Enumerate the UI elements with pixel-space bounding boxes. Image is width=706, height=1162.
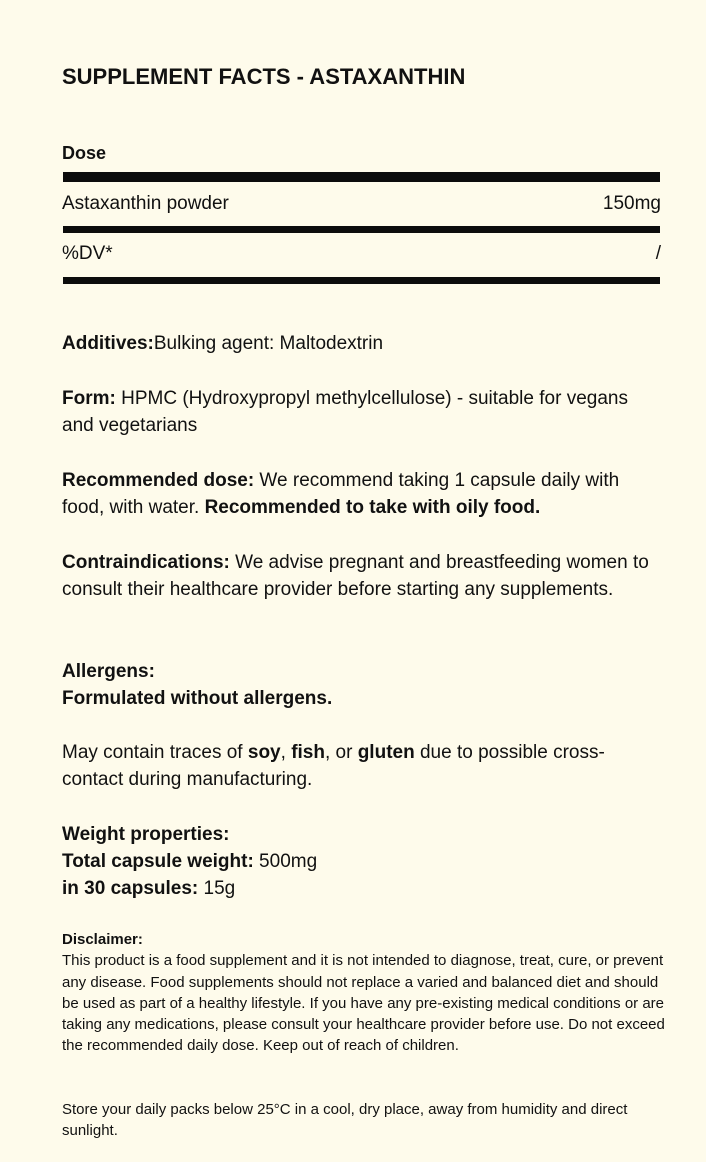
additives-text: Bulking agent: Maltodextrin bbox=[153, 333, 384, 354]
recommended-dose-label: Recommended dose: bbox=[62, 470, 255, 491]
table-rule bbox=[63, 277, 660, 284]
capsule-count-line bbox=[62, 875, 662, 902]
additives-label: Additives: bbox=[62, 333, 154, 354]
capsule-count-value: 15g bbox=[198, 878, 236, 899]
traces-separator: , bbox=[280, 742, 292, 763]
traces-text: May contain traces of bbox=[62, 742, 248, 763]
total-weight-value: 500mg bbox=[253, 851, 318, 872]
disclaimer-text: This product is a food supplement and it is not intended to diagnose, treat, cure, or prevent any disease. Food supplements should not replace a varied and balanced diet and should be used as part of a healthy lifestyle. If you have any pre-existing medical conditions or are taking any medications, please consult your healthcare provider before use. Do not exceed the recommended daily dose. Keep out of reach of children. bbox=[62, 952, 665, 1055]
disclaimer-label: Disclaimer: bbox=[62, 931, 143, 948]
disclaimer-section bbox=[62, 929, 668, 1057]
recommended-dose-text: We recommend taking 1 capsule daily with food, with water. bbox=[62, 470, 620, 518]
additives-section bbox=[62, 330, 662, 357]
weight-label: Weight properties: bbox=[62, 824, 230, 845]
storage-note: Store your daily packs below 25°C in a cool, dry place, away from humidity and direct sunlight. bbox=[62, 1101, 628, 1140]
form-text: HPMC (Hydroxypropyl methylcellulose) - suitable for vegans and vegetarians bbox=[62, 388, 628, 436]
contraindications-label: Contraindications: bbox=[62, 552, 230, 573]
recommended-dose-emphasis: Recommended to take with oily food. bbox=[204, 497, 541, 518]
form-section bbox=[62, 385, 662, 439]
recommended-dose-section bbox=[62, 467, 662, 521]
total-weight-line bbox=[62, 848, 662, 875]
traces-text-end: due to possible cross-contact during manufacturing. bbox=[62, 742, 605, 790]
table-rule-thick bbox=[63, 172, 660, 182]
daily-value-amount: / bbox=[655, 243, 661, 264]
weight-section bbox=[62, 821, 662, 902]
traces-separator: , or bbox=[324, 742, 358, 763]
allergens-statement: Formulated without allergens. bbox=[62, 688, 333, 709]
daily-value-label: %DV* bbox=[62, 243, 113, 264]
dose-table-header: Dose bbox=[62, 143, 107, 163]
page-title: SUPPLEMENT FACTS - ASTAXANTHIN bbox=[62, 64, 466, 89]
allergen-gluten: gluten bbox=[357, 742, 415, 763]
allergen-soy: soy bbox=[247, 742, 281, 763]
capsule-count-label: in 30 capsules: bbox=[62, 878, 199, 899]
traces-section bbox=[62, 739, 662, 793]
ingredient-name: Astaxanthin powder bbox=[62, 193, 229, 214]
total-weight-label: Total capsule weight: bbox=[62, 851, 254, 872]
allergens-label: Allergens: bbox=[62, 661, 155, 682]
allergens-section bbox=[62, 658, 662, 712]
contraindications-section bbox=[62, 549, 662, 603]
table-rule bbox=[63, 226, 660, 233]
ingredient-amount: 150mg bbox=[602, 193, 661, 214]
allergen-fish: fish bbox=[291, 742, 325, 763]
form-label: Form: bbox=[62, 388, 116, 409]
contraindications-text: We advise pregnant and breastfeeding women to consult their healthcare provider before starting any supplements. bbox=[62, 552, 649, 600]
